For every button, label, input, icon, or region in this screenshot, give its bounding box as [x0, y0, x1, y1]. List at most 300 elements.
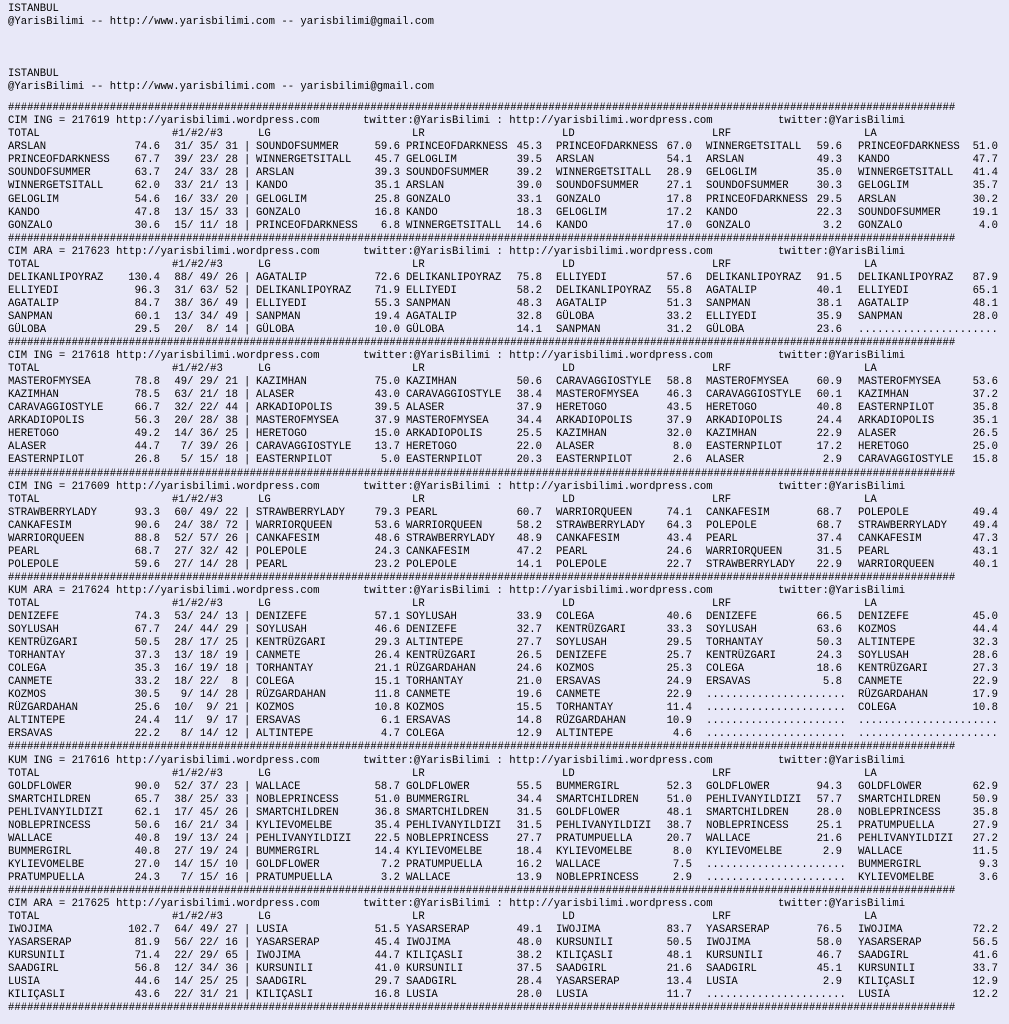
col-lr: LR: [412, 128, 425, 141]
ld-horse: STRAWBERRYLADY: [556, 519, 646, 532]
col-la: LA: [864, 363, 877, 376]
total-score: 71.4: [134, 950, 160, 963]
total-score: 24.3: [134, 871, 160, 884]
ld-score: 17.0: [666, 219, 692, 232]
lrf-score: 24.4: [816, 415, 842, 428]
ld-score: 22.9: [666, 689, 692, 702]
table-row: [8, 441, 1009, 454]
horse-name: KANDO: [8, 206, 40, 219]
total-score: 90.0: [134, 780, 160, 793]
lrf-score: 28.0: [816, 806, 842, 819]
ld-score: 2.6: [672, 454, 692, 467]
ld-horse: CANKAFESIM: [556, 532, 620, 545]
lrf-horse: CARAVAGGIOSTYLE: [706, 389, 802, 402]
lrf-horse: DENIZEFE: [706, 611, 757, 624]
ld-horse: SAADGIRL: [556, 963, 607, 976]
lrf-horse: WINNERGETSITALL: [706, 141, 802, 154]
table-row: [8, 963, 1009, 976]
races-container: [8, 102, 1009, 1015]
table-row: [8, 624, 1009, 637]
lg-horse: ALASER: [256, 389, 295, 402]
horse-name: GÜLOBA: [8, 323, 47, 336]
ld-score: 10.9: [666, 715, 692, 728]
lrf-horse: EASTERNPILOT: [706, 441, 783, 454]
ld-score: 31.2: [666, 323, 692, 336]
lrf-score: 68.7: [816, 519, 842, 532]
place-counts: 31/ 35/ 31: [174, 141, 238, 154]
table-row: [8, 715, 1009, 728]
total-score: 35.3: [134, 663, 160, 676]
race-header-twitter: twitter:@YarisBilimi: [778, 754, 906, 767]
lr-horse: SANPMAN: [406, 297, 451, 310]
horse-name: SOUNDOFSUMMER: [8, 167, 91, 180]
lr-score: 26.5: [516, 650, 542, 663]
total-score: 78.8: [134, 376, 160, 389]
col-lrf: LRF: [712, 258, 732, 271]
lg-horse: AGATALIP: [256, 271, 307, 284]
lrf-score: 31.5: [816, 545, 842, 558]
lg-horse: SANPMAN: [256, 310, 301, 323]
lg-horse: KURSUNILI: [256, 963, 314, 976]
ld-score: 24.6: [666, 545, 692, 558]
la-horse: ......................: [858, 728, 998, 741]
total-score: 74.3: [134, 611, 160, 624]
table-row: [8, 285, 1009, 298]
ld-horse: EASTERNPILOT: [556, 454, 633, 467]
ld-horse: ARKADIOPOLIS: [556, 415, 633, 428]
lr-score: 20.3: [516, 454, 542, 467]
la-horse: RÜZGARDAHAN: [858, 689, 928, 702]
column-divider: |: [244, 154, 251, 167]
lrf-horse: ERSAVAS: [706, 676, 751, 689]
ld-horse: GELOGLIM: [556, 206, 607, 219]
lr-score: 14.1: [516, 323, 542, 336]
ld-horse: WINNERGETSITALL: [556, 167, 652, 180]
column-divider: |: [244, 532, 251, 545]
total-score: 56.3: [134, 415, 160, 428]
horse-name: PRINCEOFDARKNESS: [8, 154, 110, 167]
la-horse: GONZALO: [858, 219, 903, 232]
ld-horse: TORHANTAY: [556, 702, 614, 715]
lr-score: 48.3: [516, 297, 542, 310]
horse-name: CANKAFESIM: [8, 519, 72, 532]
la-horse: COLEGA: [858, 702, 897, 715]
table-row: [8, 559, 1009, 572]
horse-name: POLEPOLE: [8, 558, 59, 571]
horse-name: AGATALIP: [8, 297, 59, 310]
lrf-horse: PEARL: [706, 532, 738, 545]
lr-horse: SOUNDOFSUMMER: [406, 167, 489, 180]
lrf-score: 40.8: [816, 402, 842, 415]
column-divider: |: [244, 193, 251, 206]
lr-horse: ALTINTEPE: [406, 637, 464, 650]
ld-horse: GONZALO: [556, 193, 601, 206]
table-row: [8, 663, 1009, 676]
col-la: LA: [864, 128, 877, 141]
la-horse: IWOJIMA: [858, 924, 903, 937]
total-score: 81.9: [134, 937, 160, 950]
ld-score: 7.5: [672, 858, 692, 871]
lr-horse: PEHLIVANYILDIZI: [406, 819, 502, 832]
la-score: 50.9: [972, 793, 998, 806]
horse-name: IWOJIMA: [8, 924, 53, 937]
lg-score: 79.3: [374, 506, 400, 519]
race-title: CIM ING = 217609 http://yarisbilimi.wordpress.com: [8, 480, 320, 493]
total-score: 65.7: [134, 793, 160, 806]
total-score: 60.1: [134, 310, 160, 323]
lr-horse: KURSUNILI: [406, 963, 464, 976]
table-row: [8, 611, 1009, 624]
la-score: 28.0: [972, 310, 998, 323]
col-total: TOTAL: [8, 911, 40, 924]
la-score: 41.6: [972, 950, 998, 963]
lg-score: 57.1: [374, 611, 400, 624]
la-score: 12.2: [972, 989, 998, 1002]
lrf-horse: PRINCEOFDARKNESS: [706, 193, 808, 206]
place-counts: 15/ 11/ 18: [174, 219, 238, 232]
table-row: [8, 324, 1009, 337]
ld-score: 22.7: [666, 558, 692, 571]
la-horse: KURSUNILI: [858, 963, 916, 976]
column-divider: |: [244, 219, 251, 232]
lr-horse: TORHANTAY: [406, 676, 464, 689]
total-score: 40.8: [134, 845, 160, 858]
ld-score: 32.0: [666, 428, 692, 441]
column-divider: |: [244, 832, 251, 845]
place-counts: 31/ 63/ 52: [174, 284, 238, 297]
la-horse: ALTINTEPE: [858, 637, 916, 650]
ld-horse: SOYLUSAH: [556, 637, 607, 650]
la-horse: CARAVAGGIOSTYLE: [858, 454, 954, 467]
table-row: [8, 676, 1009, 689]
la-score: 32.3: [972, 637, 998, 650]
lrf-horse: ......................: [706, 715, 846, 728]
ld-horse: KOZMOS: [556, 663, 595, 676]
lr-score: 55.5: [516, 780, 542, 793]
lg-score: 10.8: [374, 702, 400, 715]
column-divider: |: [244, 950, 251, 963]
column-header: [8, 259, 1009, 272]
lr-horse: ARKADIOPOLIS: [406, 428, 483, 441]
place-counts: 17/ 45/ 26: [174, 806, 238, 819]
total-score: 27.0: [134, 858, 160, 871]
lrf-score: 21.6: [816, 832, 842, 845]
separator-line: #####################################################################################################################################################: [8, 232, 956, 245]
lg-horse: SOUNDOFSUMMER: [256, 141, 339, 154]
table-row: [8, 180, 1009, 193]
lrf-horse: KENTRÜZGARI: [706, 650, 776, 663]
horse-name: SAADGIRL: [8, 963, 59, 976]
lg-horse: GELOGLIM: [256, 193, 307, 206]
lr-horse: AGATALIP: [406, 310, 457, 323]
ld-horse: KANDO: [556, 219, 588, 232]
lr-horse: GELOGLIM: [406, 154, 457, 167]
lrf-horse: ARKADIOPOLIS: [706, 415, 783, 428]
ld-score: 25.7: [666, 650, 692, 663]
horse-name: DENIZEFE: [8, 611, 59, 624]
place-counts: 52/ 37/ 23: [174, 780, 238, 793]
lg-score: 4.7: [380, 728, 400, 741]
table-row: [8, 428, 1009, 441]
separator-line: #####################################################################################################################################################: [8, 1002, 956, 1015]
ld-horse: CANMETE: [556, 689, 601, 702]
total-score: 29.5: [134, 323, 160, 336]
lrf-score: 45.1: [816, 963, 842, 976]
ld-horse: PEARL: [556, 545, 588, 558]
lg-score: 59.6: [374, 141, 400, 154]
place-counts: 56/ 22/ 16: [174, 937, 238, 950]
lr-score: 39.2: [516, 167, 542, 180]
la-horse: PRATUMPUELLA: [858, 819, 935, 832]
ld-horse: SANPMAN: [556, 323, 601, 336]
ld-score: 33.2: [666, 310, 692, 323]
lg-score: 51.5: [374, 924, 400, 937]
race-header: [8, 585, 1009, 598]
lg-score: 29.7: [374, 976, 400, 989]
horse-name: STRAWBERRYLADY: [8, 506, 98, 519]
lr-horse: GÜLOBA: [406, 323, 445, 336]
la-score: 33.7: [972, 963, 998, 976]
col-lrf: LRF: [712, 128, 732, 141]
col-lg: LG: [258, 258, 271, 271]
ld-horse: PRINCEOFDARKNESS: [556, 141, 658, 154]
lg-horse: ARSLAN: [256, 167, 295, 180]
lr-score: 75.8: [516, 271, 542, 284]
race-header-twitter: twitter:@YarisBilimi: [778, 245, 906, 258]
horse-name: LUSIA: [8, 976, 40, 989]
la-horse: CANKAFESIM: [858, 532, 922, 545]
ld-score: 67.0: [666, 141, 692, 154]
table-row: [8, 533, 1009, 546]
col-places: #1/#2/#3: [172, 363, 223, 376]
lrf-horse: KANDO: [706, 206, 738, 219]
horse-name: ALTINTEPE: [8, 715, 66, 728]
la-horse: WARRIORQUEEN: [858, 558, 935, 571]
table-row: [8, 415, 1009, 428]
lg-horse: PEARL: [256, 558, 288, 571]
lr-score: 14.6: [516, 219, 542, 232]
spacer: [8, 94, 1009, 102]
column-divider: |: [244, 611, 251, 624]
column-divider: |: [244, 989, 251, 1002]
lr-horse: IWOJIMA: [406, 937, 451, 950]
lrf-score: 57.7: [816, 793, 842, 806]
column-divider: |: [244, 702, 251, 715]
lrf-score: 58.0: [816, 937, 842, 950]
total-score: 43.6: [134, 989, 160, 1002]
column-divider: |: [244, 976, 251, 989]
ld-horse: BUMMERGIRL: [556, 780, 620, 793]
col-lg: LG: [258, 767, 271, 780]
separator-line: #####################################################################################################################################################: [8, 741, 956, 754]
column-divider: |: [244, 454, 251, 467]
total-score: 59.6: [134, 558, 160, 571]
lr-horse: SOYLUSAH: [406, 611, 457, 624]
la-score: 87.9: [972, 271, 998, 284]
lg-horse: WARRIORQUEEN: [256, 519, 333, 532]
lg-score: 6.8: [380, 219, 400, 232]
ld-horse: SMARTCHILDREN: [556, 793, 639, 806]
lrf-horse: SOUNDOFSUMMER: [706, 180, 789, 193]
place-counts: 11/ 9/ 17: [174, 715, 238, 728]
horse-name: TORHANTAY: [8, 650, 66, 663]
lg-score: 45.4: [374, 937, 400, 950]
col-ld: LD: [562, 911, 575, 924]
ld-horse: PEHLIVANYILDIZI: [556, 819, 652, 832]
lr-horse: GONZALO: [406, 193, 451, 206]
horse-name: KYLIEVOMELBE: [8, 858, 85, 871]
place-counts: 14/ 15/ 10: [174, 858, 238, 871]
la-horse: ARSLAN: [858, 193, 897, 206]
la-score: 15.8: [972, 454, 998, 467]
horse-name: NOBLEPRINCESS: [8, 819, 91, 832]
lg-horse: PRINCEOFDARKNESS: [256, 219, 358, 232]
lrf-horse: ......................: [706, 702, 846, 715]
place-counts: 9/ 14/ 28: [180, 689, 238, 702]
ld-horse: CARAVAGGIOSTYLE: [556, 376, 652, 389]
lg-score: 37.9: [374, 415, 400, 428]
horse-name: KOZMOS: [8, 689, 47, 702]
la-score: 30.2: [972, 193, 998, 206]
la-score: 35.7: [972, 180, 998, 193]
lrf-score: 63.6: [816, 624, 842, 637]
la-horse: AGATALIP: [858, 297, 909, 310]
place-counts: 13/ 34/ 49: [174, 310, 238, 323]
col-total: TOTAL: [8, 363, 40, 376]
table-row: [8, 220, 1009, 233]
lg-score: 16.8: [374, 206, 400, 219]
ld-horse: KURSUNILI: [556, 937, 614, 950]
lg-score: 36.8: [374, 806, 400, 819]
lr-horse: BUMMERGIRL: [406, 793, 470, 806]
lr-horse: KYLIEVOMELBE: [406, 845, 483, 858]
la-horse: SOYLUSAH: [858, 650, 909, 663]
ld-horse: YASARSERAP: [556, 976, 620, 989]
table-row: [8, 846, 1009, 859]
table-row: [8, 702, 1009, 715]
lr-score: 27.7: [516, 832, 542, 845]
lg-horse: DENIZEFE: [256, 611, 307, 624]
lr-horse: ERSAVAS: [406, 715, 451, 728]
lg-horse: MASTEROFMYSEA: [256, 415, 339, 428]
lr-score: 32.7: [516, 624, 542, 637]
ld-horse: ALTINTEPE: [556, 728, 614, 741]
la-score: 35.8: [972, 402, 998, 415]
race-header-social: twitter:@YarisBilimi : http://yarisbilimi.wordpress.com: [363, 584, 713, 597]
lrf-horse: WALLACE: [706, 832, 751, 845]
race-header: [8, 246, 1009, 259]
ld-horse: ELLIYEDI: [556, 271, 607, 284]
la-score: 47.7: [972, 154, 998, 167]
place-counts: 88/ 49/ 26: [174, 271, 238, 284]
place-counts: 24/ 38/ 72: [174, 519, 238, 532]
lg-score: 75.0: [374, 376, 400, 389]
la-score: 27.3: [972, 663, 998, 676]
lg-score: 13.7: [374, 441, 400, 454]
place-counts: 14/ 36/ 25: [174, 428, 238, 441]
separator-line: #####################################################################################################################################################: [8, 571, 956, 584]
lg-horse: HERETOGO: [256, 428, 307, 441]
place-counts: 24/ 44/ 29: [174, 624, 238, 637]
horse-name: ALASER: [8, 441, 47, 454]
la-horse: ......................: [858, 715, 998, 728]
lr-score: 32.8: [516, 310, 542, 323]
lr-score: 38.4: [516, 389, 542, 402]
ld-horse: KILIÇASLI: [556, 950, 614, 963]
la-horse: ALASER: [858, 428, 897, 441]
separator-line: #####################################################################################################################################################: [8, 885, 956, 897]
column-divider: |: [244, 624, 251, 637]
ld-horse: ARSLAN: [556, 154, 595, 167]
lr-score: 58.2: [516, 519, 542, 532]
race-header-twitter: twitter:@YarisBilimi: [778, 898, 906, 911]
lr-score: 21.0: [516, 676, 542, 689]
lg-horse: KILIÇASLI: [256, 989, 314, 1002]
col-lr: LR: [412, 597, 425, 610]
total-score: 84.7: [134, 297, 160, 310]
lrf-score: 46.7: [816, 950, 842, 963]
lg-score: 23.2: [374, 558, 400, 571]
lg-score: 48.6: [374, 532, 400, 545]
horse-name: DELIKANLIPOYRAZ: [8, 271, 104, 284]
lg-horse: ERSAVAS: [256, 715, 301, 728]
lrf-score: 60.1: [816, 389, 842, 402]
la-score: 3.6: [978, 871, 998, 884]
total-score: 62.1: [134, 806, 160, 819]
table-row: [8, 689, 1009, 702]
lrf-horse: SMARTCHILDREN: [706, 806, 789, 819]
race-header-social: twitter:@YarisBilimi : http://yarisbilimi.wordpress.com: [363, 754, 713, 767]
separator-line: #####################################################################################################################################################: [8, 337, 956, 350]
ld-score: 21.6: [666, 963, 692, 976]
column-divider: |: [244, 376, 251, 389]
la-score: 45.0: [972, 611, 998, 624]
lr-score: 24.6: [516, 663, 542, 676]
horse-name: MASTEROFMYSEA: [8, 376, 91, 389]
place-counts: 64/ 49/ 27: [174, 924, 238, 937]
horse-name: BUMMERGIRL: [8, 845, 72, 858]
lg-horse: SAADGIRL: [256, 976, 307, 989]
lr-score: 48.0: [516, 937, 542, 950]
col-places: #1/#2/#3: [172, 597, 223, 610]
column-divider: |: [244, 284, 251, 297]
ld-horse: KYLIEVOMELBE: [556, 845, 633, 858]
lg-score: 5.0: [380, 454, 400, 467]
ld-score: 43.4: [666, 532, 692, 545]
total-score: 50.5: [134, 637, 160, 650]
horse-name: PEHLIVANYILDIZI: [8, 806, 104, 819]
lrf-horse: GOLDFLOWER: [706, 780, 770, 793]
lr-horse: COLEGA: [406, 728, 445, 741]
total-score: 25.6: [134, 702, 160, 715]
la-horse: CANMETE: [858, 676, 903, 689]
horse-name: CANMETE: [8, 676, 53, 689]
place-counts: 27/ 32/ 42: [174, 545, 238, 558]
lg-horse: DELIKANLIPOYRAZ: [256, 284, 352, 297]
col-la: LA: [864, 767, 877, 780]
col-ld: LD: [562, 128, 575, 141]
lrf-score: 59.6: [816, 141, 842, 154]
total-score: 30.5: [134, 689, 160, 702]
table-row: [8, 937, 1009, 950]
lr-horse: PRINCEOFDARKNESS: [406, 141, 508, 154]
race-title: CIM ING = 217618 http://yarisbilimi.wordpress.com: [8, 350, 320, 363]
ld-horse: POLEPOLE: [556, 558, 607, 571]
column-divider: |: [244, 858, 251, 871]
lg-score: 72.6: [374, 271, 400, 284]
lr-score: 14.8: [516, 715, 542, 728]
total-score: 102.7: [128, 924, 160, 937]
